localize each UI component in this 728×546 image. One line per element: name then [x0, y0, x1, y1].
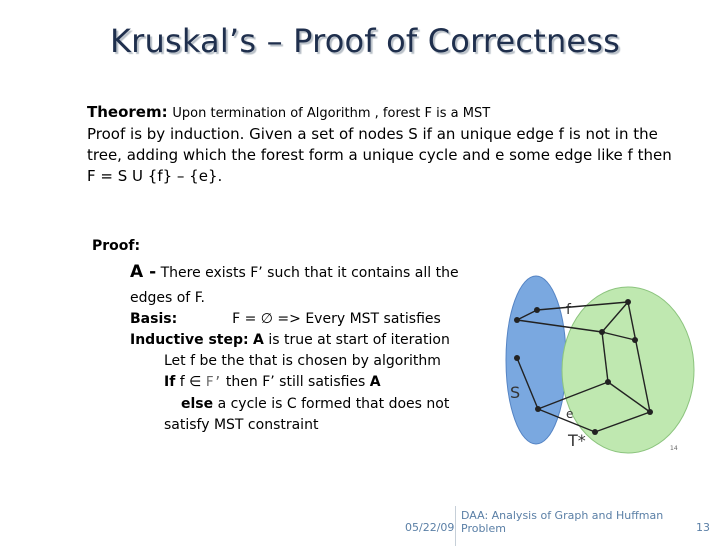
proof-intro-line-2: tree, adding which the forest form a unique cycle and e some edge like f then	[87, 146, 672, 164]
footer-description: DAA: Analysis of Graph and Huffman Problem	[461, 509, 664, 535]
claim-a-label: A -	[130, 262, 157, 282]
let-line: Let f be the that is chosen by algorithm	[164, 353, 441, 369]
tree-region	[562, 287, 694, 453]
theorem-text: Upon termination of Algorithm , forest F is a MST	[172, 106, 491, 121]
figure-mark: 14	[670, 445, 678, 452]
edge-e-label: e	[566, 407, 574, 421]
proof-label: Proof:	[92, 238, 141, 254]
theorem-label: Theorem:	[87, 103, 168, 121]
if-line	[164, 374, 381, 390]
proof-intro-line-1: Proof is by induction. Given a set of nodes S if an unique edge f is not in the	[87, 125, 658, 143]
theorem-line	[87, 102, 687, 124]
inductive-label: Inductive step:	[130, 332, 249, 348]
if-label: If	[164, 374, 176, 390]
footer-page-number: 13	[696, 521, 710, 534]
inductive-text: is true at start of iteration	[268, 332, 450, 348]
if-a: A	[369, 374, 381, 390]
footer-divider	[455, 506, 456, 546]
proof-intro-line-3: F = S U {f} – {e}.	[87, 167, 223, 185]
claim-a-text: There exists F’ such that it contains all the	[160, 265, 459, 281]
basis-text: F = ∅ => Every MST satisfies	[232, 311, 441, 327]
claim-a-text-2: edges of F.	[130, 290, 205, 306]
inductive-a: A	[253, 332, 264, 348]
claim-a-line	[130, 262, 459, 282]
else-line	[181, 396, 449, 412]
mst-cycle-figure	[500, 272, 705, 462]
inductive-line	[130, 332, 450, 348]
footer-date: 05/22/09	[405, 521, 455, 534]
if-text-2: then F’ still satisfies	[225, 374, 366, 390]
else-text-2: satisfy MST constraint	[164, 417, 319, 433]
else-label: else	[181, 396, 214, 412]
if-text-1: f ∈	[179, 374, 202, 390]
theorem-block	[87, 102, 687, 187]
basis-line	[130, 311, 441, 327]
set-s-label: S	[510, 383, 521, 402]
if-fprime: F’	[205, 375, 222, 390]
else-text: a cycle is C formed that does not	[217, 396, 450, 412]
basis-label: Basis:	[130, 311, 178, 327]
tree-label: T*	[568, 431, 586, 450]
edge-f-label: f	[566, 302, 571, 318]
slide-title: Kruskal’s – Proof of Correctness	[110, 22, 621, 60]
